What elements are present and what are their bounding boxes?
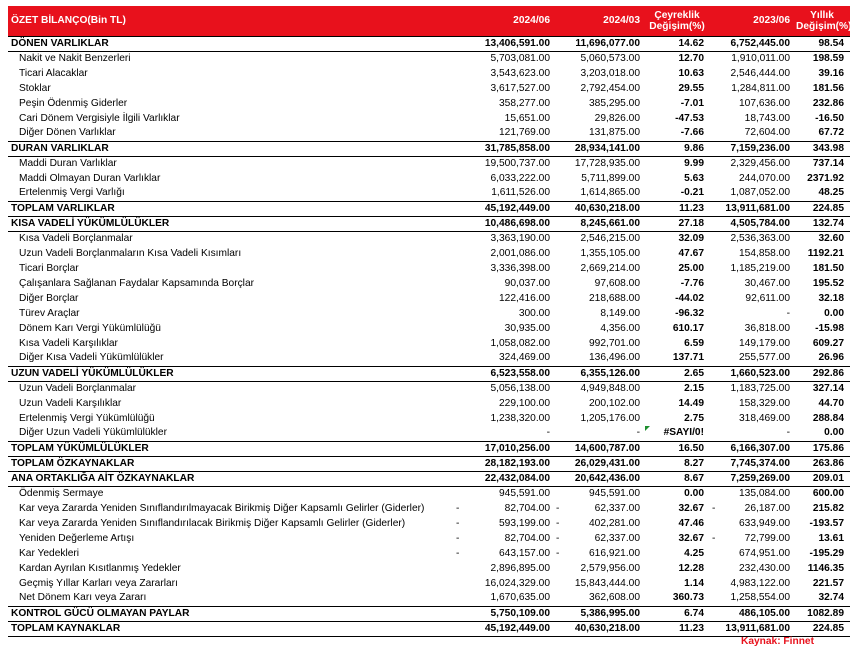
cell-2023-06: 158,329.00 <box>739 397 790 409</box>
cell-quarterly-change: 10.63 <box>678 67 704 79</box>
cell-yearly-change: -15.98 <box>815 322 844 334</box>
cell-2024-03: 14,600,787.00 <box>574 442 640 454</box>
cell-2024-03: 1,355,105.00 <box>580 247 640 259</box>
cell-2024-03: 5,060,573.00 <box>580 52 640 64</box>
cell-quarterly-change: 8.27 <box>684 457 704 469</box>
cell-quarterly-change: 11.23 <box>679 622 704 634</box>
cell-2024-03: 1,614,865.00 <box>580 187 640 199</box>
cell-yearly-change: 39.16 <box>818 67 844 79</box>
cell-2024-06: 10,486,698.00 <box>484 217 550 229</box>
cell-quarterly-change: 0.00 <box>684 487 704 499</box>
row-label: Kar veya Zararda Yeniden Sınıflandırılacak Birikmiş Diğer Kapsamlı Gelirler (Giderler) <box>19 517 406 529</box>
col-header-quarterly-change <box>644 6 710 36</box>
row-label: KISA VADELİ YÜKÜMLÜLÜKLER <box>11 217 170 229</box>
cell-yearly-change: 181.56 <box>812 82 844 94</box>
cell-2023-06: 2,546,444.00 <box>730 67 790 79</box>
col-header-yearly-line2: Değişim(%) <box>796 20 852 32</box>
cell-quarterly-change: 4.25 <box>684 547 704 559</box>
cell-quarterly-change: 29.55 <box>678 82 704 94</box>
col-header-quarterly-line1: Çeyreklik <box>654 9 700 21</box>
row-label: Uzun Vadeli Borçlanmaların Kısa Vadeli Kısımları <box>19 247 242 259</box>
cell-2023-06: 36,818.00 <box>744 322 790 334</box>
cell-yearly-change: 292.86 <box>812 367 844 379</box>
cell-2024-03: 5,711,899.00 <box>581 172 640 184</box>
table-row <box>8 546 850 561</box>
cell-2024-06: 45,192,449.00 <box>484 622 550 634</box>
cell-yearly-change: 0.00 <box>824 307 844 319</box>
col-header-quarterly-line2: Değişim(%) <box>649 20 705 32</box>
table-row <box>8 606 850 621</box>
cell-2024-03: 20,642,436.00 <box>574 472 640 484</box>
cell-2024-06: - <box>546 427 550 439</box>
col-header-yearly-line1: Yıllık <box>810 9 834 21</box>
cell-quarterly-change: 47.46 <box>678 517 704 529</box>
row-label: Ticari Borçlar <box>19 262 79 274</box>
table-row <box>8 561 850 576</box>
table-row <box>8 441 850 456</box>
cell-quarterly-change: 12.70 <box>678 52 704 64</box>
table-row <box>8 516 850 531</box>
cell-2023-06: - <box>786 427 790 439</box>
cell-2024-06: 300.00 <box>518 307 550 319</box>
cell-2023-06: 18,743.00 <box>744 112 790 124</box>
cell-2024-03: - <box>636 427 640 439</box>
table-row <box>8 291 850 306</box>
cell-2024-03: 2,546,215.00 <box>580 232 640 244</box>
table-row <box>8 261 850 276</box>
row-label: Peşin Ödenmiş Giderler <box>19 97 128 109</box>
source-note: Kaynak: Finnet <box>740 636 814 647</box>
cell-2024-06: 1,670,635.00 <box>490 592 550 604</box>
cell-2024-06: 17,010,256.00 <box>484 442 550 454</box>
table-row <box>8 411 850 426</box>
cell-2024-06: - 82,704.00 <box>454 501 554 516</box>
cell-2024-06: - 643,157.00 <box>454 546 554 561</box>
cell-yearly-change: 1082.89 <box>807 607 844 619</box>
cell-quarterly-change: 2.65 <box>684 367 704 379</box>
cell-2023-06: 7,259,269.00 <box>730 472 790 484</box>
row-label: Dönem Karı Vergi Yükümlülüğü <box>19 322 161 334</box>
cell-2023-06: 13,911,681.00 <box>725 622 790 634</box>
cell-2024-06: 2,001,086.00 <box>490 247 550 259</box>
cell-2023-06: 633,949.00 <box>739 517 790 529</box>
table-row <box>8 501 850 516</box>
table-row <box>8 111 850 126</box>
table-row <box>8 456 850 471</box>
table-title: ÖZET BİLANÇO(Bin TL) <box>8 6 454 36</box>
row-label: Türev Araçlar <box>19 307 80 319</box>
header-row <box>8 6 850 36</box>
cell-2024-06: 90,037.00 <box>504 277 550 289</box>
row-label: Diğer Kısa Vadeli Yükümlülükler <box>19 352 164 364</box>
cell-yearly-change: -193.57 <box>809 517 844 529</box>
cell-quarterly-change: 11.23 <box>679 202 704 214</box>
cell-2024-03: 131,875.00 <box>589 127 640 139</box>
cell-2024-06: 6,033,222.00 <box>490 172 550 184</box>
cell-2024-03: - 62,337.00 <box>554 531 644 546</box>
cell-2024-06: 22,432,084.00 <box>484 472 550 484</box>
cell-yearly-change: 1146.35 <box>807 562 844 574</box>
cell-yearly-change: 98.54 <box>818 37 844 49</box>
table-row <box>8 216 850 231</box>
cell-yearly-change: 343.98 <box>812 142 844 154</box>
cell-quarterly-change: 2.15 <box>684 382 704 394</box>
table-row <box>8 396 850 411</box>
cell-quarterly-change: 12.28 <box>678 562 704 574</box>
cell-2024-03: 945,591.00 <box>589 487 640 499</box>
cell-yearly-change: 737.14 <box>812 157 844 169</box>
cell-2024-03: 362,608.00 <box>589 592 640 604</box>
cell-2023-06: 232,430.00 <box>739 562 790 574</box>
cell-yearly-change: 26.96 <box>818 352 844 364</box>
cell-2024-06: 45,192,449.00 <box>484 202 550 214</box>
cell-yearly-change: 327.14 <box>812 382 844 394</box>
table-row <box>8 366 850 381</box>
cell-2024-03: 1,205,176.00 <box>580 412 640 424</box>
cell-2024-06: 5,703,081.00 <box>490 52 550 64</box>
cell-2024-03: 992,701.00 <box>589 337 640 349</box>
cell-yearly-change: 44.70 <box>818 397 844 409</box>
cell-2024-03: 28,934,141.00 <box>574 142 640 154</box>
cell-quarterly-change: -7.66 <box>680 127 704 139</box>
cell-quarterly-change: 1.14 <box>684 577 704 589</box>
table-row <box>8 246 850 261</box>
table-row <box>8 36 850 51</box>
cell-2023-06: 6,752,445.00 <box>730 37 790 49</box>
cell-2023-06: 4,983,122.00 <box>730 577 790 589</box>
cell-quarterly-change: -96.32 <box>675 307 704 319</box>
cell-2024-03: 2,792,454.00 <box>580 82 640 94</box>
cell-2024-03: 97,608.00 <box>594 277 640 289</box>
cell-yearly-change: 600.00 <box>812 487 844 499</box>
table-row <box>8 576 850 591</box>
row-label: TOPLAM ÖZKAYNAKLAR <box>11 457 135 469</box>
cell-quarterly-change: 9.99 <box>684 157 704 169</box>
table-row <box>8 231 850 246</box>
cell-quarterly-change: 25.00 <box>678 262 704 274</box>
cell-quarterly-change: 2.75 <box>684 412 704 424</box>
cell-2023-06: 135,084.00 <box>739 487 790 499</box>
balance-table <box>8 6 850 637</box>
col-header-2024-06: 2024/06 <box>454 6 554 36</box>
cell-yearly-change: 181.50 <box>812 262 844 274</box>
row-label: Uzun Vadeli Karşılıklar <box>19 397 122 409</box>
cell-2024-06: - 593,199.00 <box>454 516 554 531</box>
cell-2024-06: 3,617,527.00 <box>490 82 550 94</box>
row-label: Kardan Ayrılan Kısıtlanmış Yedekler <box>19 562 181 574</box>
table-row <box>8 486 850 501</box>
cell-yearly-change: -16.50 <box>815 112 844 124</box>
table-row <box>8 141 850 156</box>
cell-yearly-change: 32.18 <box>818 292 844 304</box>
cell-2024-03: 385,295.00 <box>589 97 640 109</box>
row-label: Diğer Borçlar <box>19 292 79 304</box>
cell-2024-03: 40,630,218.00 <box>574 202 640 214</box>
cell-quarterly-change: 6.74 <box>684 607 704 619</box>
table-row <box>8 156 850 171</box>
table-row <box>8 621 850 636</box>
row-label: Net Dönem Karı veya Zararı <box>19 592 147 604</box>
cell-quarterly-change: -7.01 <box>680 97 704 109</box>
cell-2024-06: 16,024,329.00 <box>484 577 550 589</box>
row-label: Kısa Vadeli Karşılıklar <box>19 337 118 349</box>
cell-2024-06: 5,750,109.00 <box>490 607 550 619</box>
cell-2024-03: 8,245,661.00 <box>580 217 640 229</box>
cell-2023-06: 674,951.00 <box>739 547 790 559</box>
table-row <box>8 186 850 201</box>
cell-2023-06: 13,911,681.00 <box>725 202 790 214</box>
cell-quarterly-change: 360.73 <box>672 592 704 604</box>
row-label: TOPLAM KAYNAKLAR <box>11 622 121 634</box>
cell-2024-06: 3,363,190.00 <box>490 232 550 244</box>
row-label: UZUN VADELİ YÜKÜMLÜLÜKLER <box>11 367 174 379</box>
cell-yearly-change: 13.61 <box>818 532 844 544</box>
cell-quarterly-change: -44.02 <box>675 292 704 304</box>
cell-2024-03: - 62,337.00 <box>554 501 644 516</box>
table-row <box>8 51 850 66</box>
cell-2023-06: - 72,799.00 <box>710 531 794 546</box>
row-label: Ödenmiş Sermaye <box>19 487 104 499</box>
cell-2024-06: 6,523,558.00 <box>490 367 550 379</box>
cell-2024-06: 358,277.00 <box>499 97 550 109</box>
cell-quarterly-change: 32.09 <box>678 232 704 244</box>
cell-2024-06: 122,416.00 <box>499 292 550 304</box>
table-body <box>8 36 850 636</box>
cell-quarterly-change: 47.67 <box>678 247 704 259</box>
table-row <box>8 306 850 321</box>
cell-yearly-change: 32.60 <box>818 232 844 244</box>
table-row <box>8 96 850 111</box>
cell-2023-06: 1,185,219.00 <box>730 262 790 274</box>
cell-yearly-change: -195.29 <box>809 547 844 559</box>
cell-2024-06: 19,500,737.00 <box>484 157 550 169</box>
cell-yearly-change: 48.25 <box>818 187 844 199</box>
col-header-yearly-change <box>794 6 850 36</box>
cell-yearly-change: 221.57 <box>812 577 844 589</box>
cell-2024-03: 5,386,995.00 <box>580 607 640 619</box>
cell-2024-06: 2,896,895.00 <box>490 562 550 574</box>
cell-2024-06: - 82,704.00 <box>454 531 554 546</box>
cell-2024-06: 3,336,398.00 <box>490 262 550 274</box>
cell-quarterly-change: -47.53 <box>675 112 704 124</box>
cell-yearly-change: 224.85 <box>812 202 844 214</box>
row-label: Kar veya Zararda Yeniden Sınıflandırılmayacak Birikmiş Diğer Kapsamlı Gelirler (Giderler) <box>19 502 425 514</box>
cell-2023-06: 92,611.00 <box>745 292 790 304</box>
cell-2024-06: 1,611,526.00 <box>491 187 550 199</box>
cell-2023-06: 1,910,011.00 <box>731 52 790 64</box>
cell-2024-06: 15,651.00 <box>504 112 550 124</box>
table-row <box>8 531 850 546</box>
cell-2023-06: 1,660,523.00 <box>730 367 790 379</box>
cell-2023-06: 2,329,456.00 <box>730 157 790 169</box>
row-label: Çalışanlara Sağlanan Faydalar Kapsamında Borçlar <box>19 277 255 289</box>
row-label: Stoklar <box>19 82 51 94</box>
cell-2024-03: 8,149.00 <box>600 307 640 319</box>
cell-2023-06: 72,604.00 <box>744 127 790 139</box>
cell-2024-06: 121,769.00 <box>499 127 550 139</box>
row-label: Ertelenmiş Vergi Yükümlülüğü <box>19 412 155 424</box>
cell-quarterly-change: 32.67 <box>678 502 704 514</box>
table-row <box>8 321 850 336</box>
cell-2024-03: 11,696,077.00 <box>575 37 640 49</box>
cell-yearly-change: 0.00 <box>824 427 844 439</box>
table-row <box>8 126 850 141</box>
cell-2023-06: 1,087,052.00 <box>730 187 790 199</box>
cell-2023-06: 30,467.00 <box>744 277 790 289</box>
table-row <box>8 591 850 606</box>
cell-2023-06: 154,858.00 <box>739 247 790 259</box>
row-label: Kar Yedekleri <box>19 547 80 559</box>
table-row <box>8 66 850 81</box>
cell-quarterly-change: 137.71 <box>672 352 704 364</box>
cell-2023-06: 4,505,784.00 <box>730 217 790 229</box>
table-row <box>8 81 850 96</box>
table-row <box>8 276 850 291</box>
cell-yearly-change: 215.82 <box>812 502 844 514</box>
row-label: Yeniden Değerleme Artışı <box>19 532 135 544</box>
cell-2024-03: 40,630,218.00 <box>574 622 640 634</box>
cell-quarterly-change: 27.18 <box>678 217 704 229</box>
cell-2023-06: 6,166,307.00 <box>730 442 790 454</box>
cell-yearly-change: 263.86 <box>812 457 844 469</box>
table-row <box>8 381 850 396</box>
cell-2024-06: 945,591.00 <box>499 487 550 499</box>
cell-2023-06: 7,159,236.00 <box>730 142 790 154</box>
table-row <box>8 171 850 186</box>
cell-quarterly-change: 16.50 <box>678 442 704 454</box>
row-label: TOPLAM YÜKÜMLÜLÜKLER <box>11 442 149 454</box>
row-label: Nakit ve Nakit Benzerleri <box>19 52 131 64</box>
row-label: Maddi Olmayan Duran Varlıklar <box>19 172 161 184</box>
cell-yearly-change: 288.84 <box>812 412 844 424</box>
row-label: DURAN VARLIKLAR <box>11 142 109 154</box>
cell-2023-06: 318,469.00 <box>739 412 790 424</box>
cell-quarterly-change: 9.86 <box>684 142 704 154</box>
cell-yearly-change: 209.01 <box>812 472 844 484</box>
cell-2024-03: 218,688.00 <box>589 292 640 304</box>
cell-2024-03: 200,102.00 <box>589 397 640 409</box>
cell-2024-06: 3,543,623.00 <box>490 67 550 79</box>
cell-2024-03: 2,669,214.00 <box>580 262 640 274</box>
col-header-2023-06: 2023/06 <box>710 6 794 36</box>
row-label: Ertelenmiş Vergi Varlığı <box>19 187 125 199</box>
cell-2024-06: 13,406,591.00 <box>484 37 550 49</box>
cell-2023-06: 7,745,374.00 <box>730 457 790 469</box>
row-label: Diğer Dönen Varlıklar <box>19 127 116 139</box>
cell-2024-06: 31,785,858.00 <box>484 142 550 154</box>
cell-2023-06: 244,070.00 <box>739 172 790 184</box>
row-label: Ticari Alacaklar <box>19 67 88 79</box>
cell-quarterly-change: -0.21 <box>680 187 704 199</box>
cell-quarterly-change: 32.67 <box>678 532 704 544</box>
cell-quarterly-change: 8.67 <box>684 472 704 484</box>
cell-quarterly-change: 5.63 <box>684 172 704 184</box>
cell-yearly-change: 175.86 <box>812 442 844 454</box>
cell-2024-06: 1,058,082.00 <box>490 337 550 349</box>
cell-2024-06: 30,935.00 <box>504 322 550 334</box>
cell-2024-06: 5,056,138.00 <box>490 382 550 394</box>
cell-2024-03: 4,356.00 <box>600 322 640 334</box>
cell-yearly-change: 609.27 <box>812 337 844 349</box>
row-label: Uzun Vadeli Borçlanmalar <box>19 382 137 394</box>
cell-yearly-change: 132.74 <box>812 217 844 229</box>
cell-2023-06: 1,258,554.00 <box>730 592 790 604</box>
cell-yearly-change: 195.52 <box>812 277 844 289</box>
table-row <box>8 471 850 486</box>
cell-2024-06: 229,100.00 <box>499 397 550 409</box>
table-row <box>8 336 850 351</box>
cell-2023-06: 1,284,811.00 <box>731 82 790 94</box>
cell-2023-06: 107,636.00 <box>739 97 790 109</box>
cell-2024-06: 324,469.00 <box>499 352 550 364</box>
row-label: KONTROL GÜCÜ OLMAYAN PAYLAR <box>11 607 190 619</box>
row-label: DÖNEN VARLIKLAR <box>11 37 109 49</box>
cell-2024-03: - 616,921.00 <box>554 546 644 561</box>
cell-2023-06: 149,179.00 <box>739 337 790 349</box>
cell-quarterly-change: #SAYI/0! <box>644 426 710 441</box>
cell-2024-03: 2,579,956.00 <box>580 562 640 574</box>
cell-2024-03: 3,203,018.00 <box>580 67 640 79</box>
cell-2024-06: 28,182,193.00 <box>484 457 550 469</box>
cell-quarterly-change: -7.76 <box>680 277 704 289</box>
cell-2023-06: - <box>786 307 790 319</box>
cell-2024-06: 1,238,320.00 <box>490 412 550 424</box>
row-label: Kısa Vadeli Borçlanmalar <box>19 232 133 244</box>
cell-yearly-change: 67.72 <box>818 127 844 139</box>
table-row <box>8 201 850 216</box>
cell-quarterly-change: 14.62 <box>678 37 704 49</box>
cell-yearly-change: 32.74 <box>818 592 844 604</box>
cell-quarterly-change: 610.17 <box>672 322 704 334</box>
row-label: Maddi Duran Varlıklar <box>19 157 117 169</box>
cell-yearly-change: 224.85 <box>812 622 844 634</box>
table-row <box>8 426 850 441</box>
row-label: ANA ORTAKLIĞA AİT ÖZKAYNAKLAR <box>11 472 195 484</box>
row-label: TOPLAM VARLIKLAR <box>11 202 115 214</box>
cell-2024-03: 29,826.00 <box>594 112 640 124</box>
cell-2024-03: 6,355,126.00 <box>580 367 640 379</box>
row-label: Cari Dönem Vergisiyle İlgili Varlıklar <box>19 112 180 124</box>
cell-yearly-change: 198.59 <box>812 52 844 64</box>
cell-2023-06: 1,183,725.00 <box>730 382 790 394</box>
cell-2023-06: 2,536,363.00 <box>730 232 790 244</box>
col-header-2024-03: 2024/03 <box>554 6 644 36</box>
cell-2024-03: - 402,281.00 <box>554 516 644 531</box>
cell-2024-03: 26,029,431.00 <box>574 457 640 469</box>
cell-quarterly-change: 6.59 <box>684 337 704 349</box>
cell-yearly-change: 1192.21 <box>807 247 844 259</box>
cell-2024-03: 15,843,444.00 <box>574 577 640 589</box>
cell-2023-06: 486,105.00 <box>739 607 790 619</box>
cell-2023-06: 255,577.00 <box>739 352 790 364</box>
balance-sheet <box>8 6 850 637</box>
cell-2024-03: 17,728,935.00 <box>574 157 640 169</box>
row-label: Diğer Uzun Vadeli Yükümlülükler <box>19 427 167 439</box>
cell-2024-03: 4,949,848.00 <box>580 382 640 394</box>
cell-2024-03: 136,496.00 <box>589 352 640 364</box>
cell-yearly-change: 2371.92 <box>807 172 844 184</box>
cell-quarterly-change: 14.49 <box>678 397 704 409</box>
error-indicator-icon <box>645 426 650 431</box>
cell-yearly-change: 232.86 <box>812 97 844 109</box>
table-row <box>8 351 850 366</box>
cell-2023-06: - 26,187.00 <box>710 501 794 516</box>
row-label: Geçmiş Yıllar Karları veya Zararları <box>19 577 178 589</box>
